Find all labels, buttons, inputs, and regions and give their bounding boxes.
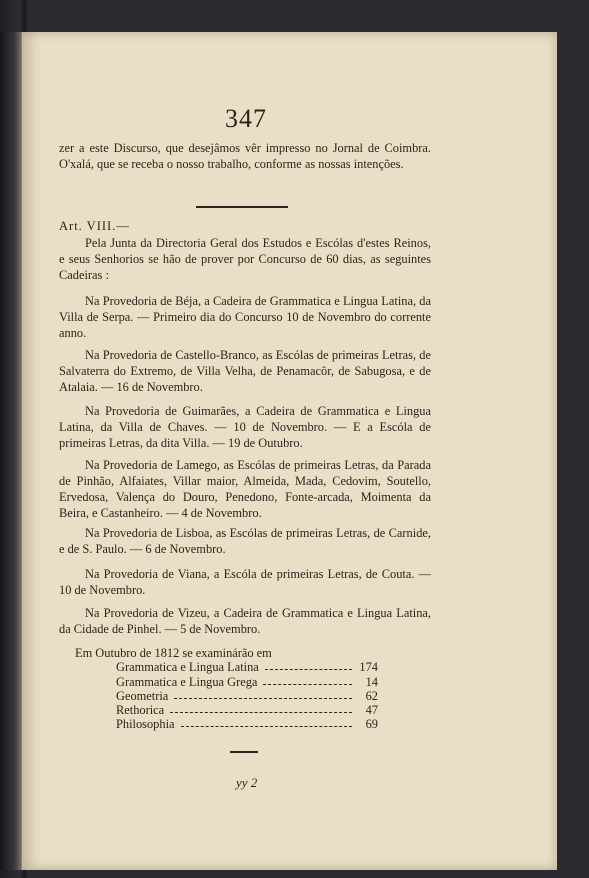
leader-dashes bbox=[265, 669, 352, 670]
exam-row bbox=[116, 717, 378, 732]
paragraph-castello-branco: Na Provedoria de Castello-Branco, as Escólas de primeiras Letras, de Salvaterra do Extremo, de Villa Velha, de Penamacôr, de Sabugosa, e de Atalaia. — 16 de Novembro. bbox=[59, 348, 431, 394]
paragraph-vizeu: Na Provedoria de Vizeu, a Cadeira de Grammatica e Lingua Latina, da Cidade de Pinhel. — 5 de Novembro. bbox=[59, 606, 431, 636]
exam-count: 174 bbox=[359, 660, 378, 674]
closing-rule bbox=[230, 751, 258, 753]
section-divider bbox=[196, 206, 288, 208]
leader-dashes bbox=[174, 698, 352, 699]
exam-intro: Em Outubro de 1812 se examinárão em bbox=[75, 646, 272, 660]
exam-row bbox=[116, 689, 378, 704]
exam-subject: Philosophia bbox=[116, 717, 175, 731]
signature-mark: yy 2 bbox=[236, 775, 258, 790]
leader-dashes bbox=[263, 684, 352, 685]
paragraph-viana: Na Provedoria de Viana, a Escóla de primeiras Letras, de Couta. — 10 de Novembro. bbox=[59, 567, 431, 597]
paragraph-lisboa: Na Provedoria de Lisboa, as Escólas de primeiras Letras, de Carnide, e de S. Paulo. — 6 de Novembro. bbox=[59, 526, 431, 556]
exam-row bbox=[116, 703, 378, 718]
leader-dashes bbox=[170, 712, 352, 713]
article-heading: Art. VIII.— bbox=[59, 219, 130, 233]
exam-row bbox=[116, 660, 378, 675]
book-spine bbox=[0, 32, 24, 870]
leader-dashes bbox=[181, 726, 352, 727]
exam-count: 47 bbox=[365, 703, 378, 717]
exam-subject: Grammatica e Lingua Grega bbox=[116, 675, 258, 689]
exam-count: 14 bbox=[365, 675, 378, 689]
paragraph-intro: Pela Junta da Directoria Geral dos Estudos e Escólas d'estes Reinos, e seus Senhorios se hão de prover por Concurso de 60 dias, as seguintes Cadeiras : bbox=[59, 236, 431, 282]
exam-subject: Geometria bbox=[116, 689, 169, 703]
exam-count: 69 bbox=[365, 717, 378, 731]
paragraph-beja: Na Provedoria de Béja, a Cadeira de Grammatica e Lingua Latina, da Villa de Serpa. — Primeiro dia do Concurso 10 de Novembro do corrente anno. bbox=[59, 294, 431, 340]
exam-subject: Grammatica e Lingua Latina bbox=[116, 660, 259, 674]
exam-count: 62 bbox=[365, 689, 378, 703]
page-number: 347 bbox=[225, 104, 267, 133]
exam-subject: Rethorica bbox=[116, 703, 165, 717]
exam-row bbox=[116, 675, 378, 690]
paragraph-lamego: Na Provedoria de Lamego, as Escólas de primeiras Letras, da Parada de Pinhão, Alfaiates, Villar maior, Almeida, Mada, Cedovim, Soutello, Ervedosa, Valença do Douro, Penedono, Fonte-arcada, Moimenta da Beira, e Castanheiro. — 4 de Novembro. bbox=[59, 458, 431, 520]
paragraph-guimaraes: Na Provedoria de Guimarães, a Cadeira de Grammatica e Lingua Latina, da Villa de Chaves. — 10 de Novembro. — E a Escóla de primeiras Letras, da dita Villa. — 19 de Outubro. bbox=[59, 404, 431, 450]
opening-paragraph: zer a este Discurso, que desejâmos vêr impresso no Jornal de Coimbra. O'xalá, que se receba o nosso trabalho, conforme as nossas intenções. bbox=[59, 141, 431, 171]
